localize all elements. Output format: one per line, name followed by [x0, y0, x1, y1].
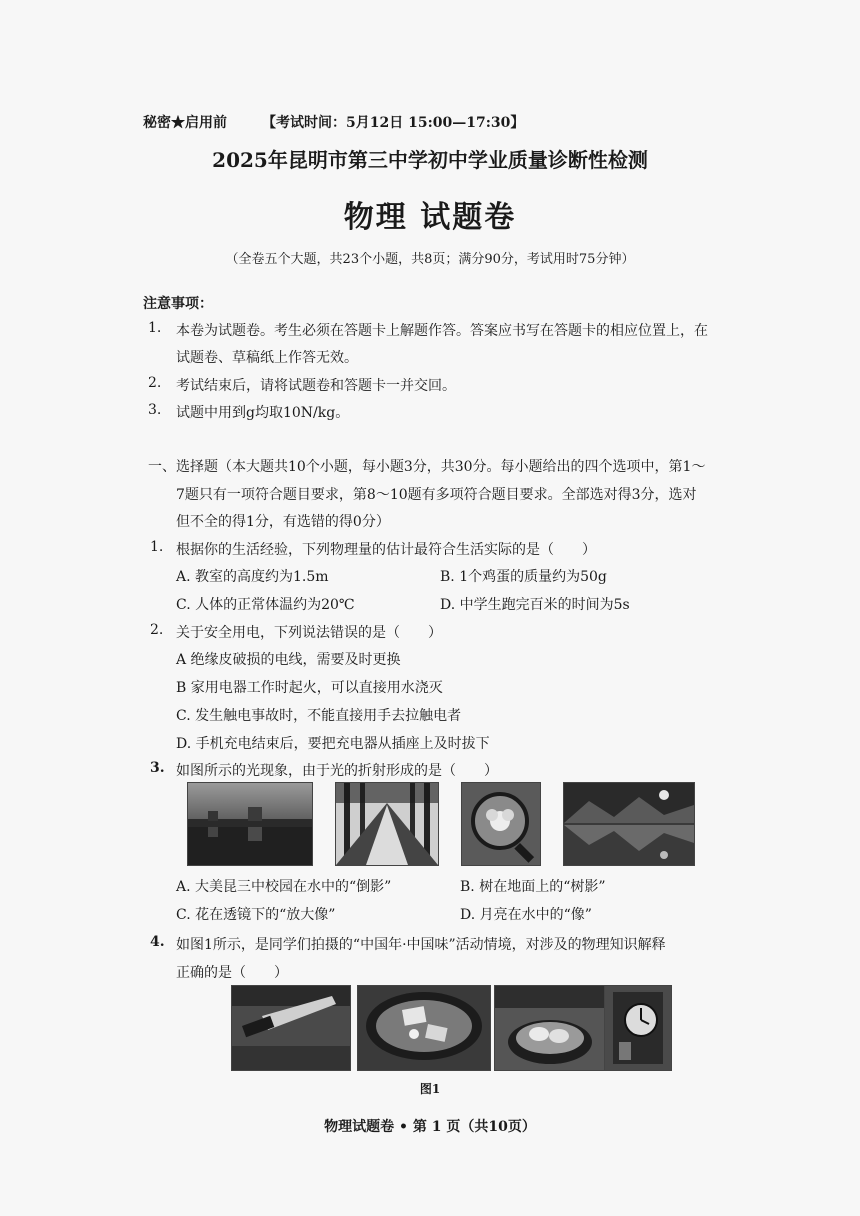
q2-option-d: D. 手机充电结束后，要把充电器从插座上及时拔下	[176, 736, 490, 752]
q3-photo-c-magnifier	[461, 782, 541, 866]
q3-option-d: D. 月亮在水中的“像”	[460, 907, 592, 923]
note-3-line-1: 试题中用到g均取10N/kg。	[176, 405, 350, 421]
q2-number: 2.	[150, 622, 164, 638]
q1-number: 1.	[150, 539, 164, 555]
q3-number: 3.	[150, 760, 165, 776]
notes-heading: 注意事项：	[143, 296, 213, 312]
note-3-num: 3.	[148, 402, 162, 418]
q4-photo-clock	[604, 985, 672, 1071]
q3-stem: 如图所示的光现象，由于光的折射形成的是（ ）	[176, 763, 498, 779]
q3-option-a: A. 大美昆三中校园在水中的“倒影”	[176, 879, 392, 895]
q4-photo-knife	[231, 985, 351, 1071]
q4-photo-dumplings	[494, 985, 606, 1071]
section1-line-3: 但不全的得1分，有选错的得0分）	[176, 514, 390, 530]
q3-option-b: B. 树在地面上的“树影”	[460, 879, 606, 895]
figure-1-caption: 图1	[419, 1082, 441, 1096]
note-2-num: 2.	[148, 375, 162, 391]
q4-stem-line-1: 如图1所示，是同学们拍摄的“中国年·中国味”活动情境，对涉及的物理知识解释	[176, 937, 666, 953]
q4-photo-hotpot	[357, 985, 491, 1071]
q4-number: 4.	[150, 934, 165, 950]
section1-line-2: 7题只有一项符合题目要求，第8～10题有多项符合题目要求。全部选对得3分，选对	[176, 487, 697, 503]
q2-option-a: A 绝缘皮破损的电线，需要及时更换	[176, 652, 401, 668]
exam-summary: （全卷五个大题，共23个小题，共8页；满分90分，考试用时75分钟）	[225, 252, 635, 267]
q1-option-b: B. 1个鸡蛋的质量约为50g	[440, 569, 607, 585]
section1-line-1: 一、选择题（本大题共10个小题，每小题3分，共30分。每小题给出的四个选项中，第1～	[148, 459, 706, 475]
q1-stem: 根据你的生活经验，下列物理量的估计最符合生活实际的是（ ）	[176, 542, 596, 558]
page-footer: 物理试题卷 • 第 1 页（共10页）	[324, 1119, 536, 1135]
q1-option-c: C. 人体的正常体温约为20℃	[176, 597, 355, 613]
note-1-line-2: 试题卷、草稿纸上作答无效。	[176, 350, 358, 366]
q1-option-d: D. 中学生跑完百米的时间为5s	[440, 597, 630, 613]
note-1-line-1: 本卷为试题卷。考生必须在答题卡上解题作答。答案应书写在答题卡的相应位置上，在	[176, 323, 708, 339]
q1-option-a: A. 教室的高度约为1.5m	[176, 569, 329, 585]
q4-stem-line-2: 正确的是（ ）	[176, 965, 288, 981]
q3-photo-d-moon-water	[563, 782, 695, 866]
secret-label: 秘密★启用前	[143, 115, 227, 131]
note-2-line-1: 考试结束后，请将试题卷和答题卡一并交回。	[176, 378, 456, 394]
exam-time: 【考试时间：5月12日 15:00—17:30】	[262, 115, 525, 131]
exam-title: 2025年昆明市第三中学初中学业质量诊断性检测	[212, 148, 648, 172]
note-1-num: 1.	[148, 320, 162, 336]
q2-option-b: B 家用电器工作时起火，可以直接用水浇灭	[176, 680, 443, 696]
q3-photo-a-reflection	[187, 782, 313, 866]
subject-title: 物理 试题卷	[343, 200, 517, 235]
q2-option-c: C. 发生触电事故时，不能直接用手去拉触电者	[176, 708, 462, 724]
q3-option-c: C. 花在透镜下的“放大像”	[176, 907, 336, 923]
q3-photo-b-tree-shadow	[335, 782, 439, 866]
q2-stem: 关于安全用电，下列说法错误的是（ ）	[176, 625, 442, 641]
